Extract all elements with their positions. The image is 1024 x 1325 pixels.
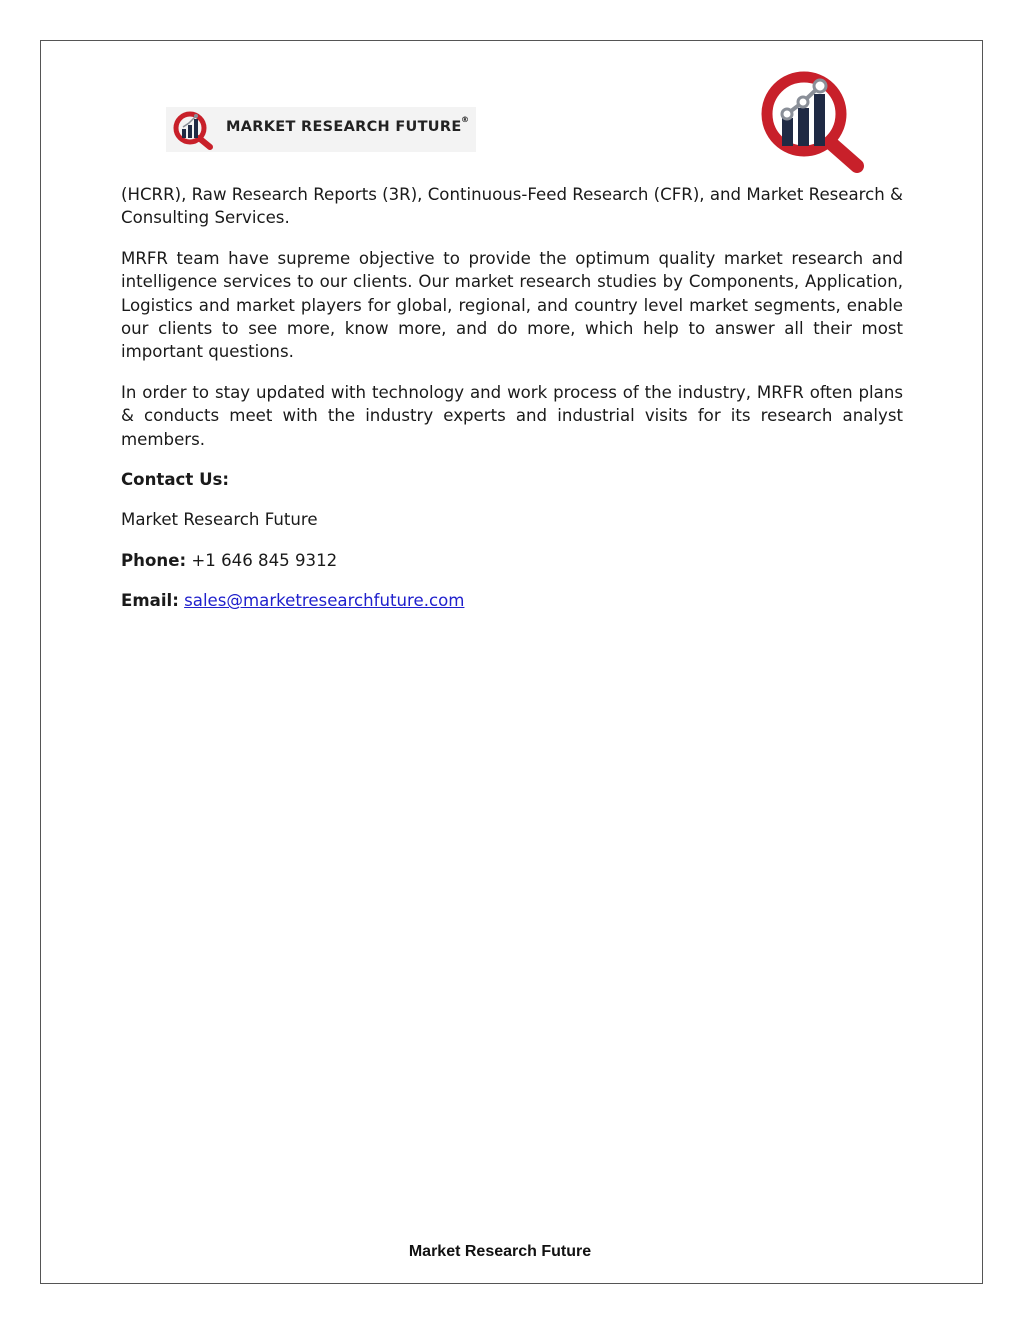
phone-line (121, 549, 903, 572)
market-research-future-logo-icon (166, 107, 222, 152)
logo-registered-mark: ® (461, 115, 469, 124)
market-research-future-emblem-icon (752, 66, 868, 176)
paragraph-industry-visits: In order to stay updated with technology and work process of the industry, MRFR often plans & conducts meet with the industry experts and industrial visits for its research analyst members. (121, 382, 903, 449)
paragraph-objective: MRFR team have supreme objective to provide the optimum quality market research and intelligence services to our clients. Our market research studies by Components, Application, Logistics and market players for global, regional, and country level market segments, enable our clients to see more, know more, and do more, which help to answer all their most important questions. (121, 248, 903, 362)
contact-heading: Contact Us: (121, 470, 230, 490)
logo-left-text: MARKET RESEARCH FUTURE (226, 119, 462, 135)
email-line (121, 589, 903, 612)
phone-label: Phone: (121, 550, 187, 570)
email-link[interactable]: sales@marketresearchfuture.com (184, 591, 465, 611)
document-body (121, 183, 903, 630)
company-name: Market Research Future (121, 510, 318, 530)
page-footer: Market Research Future (408, 1243, 592, 1260)
paragraph-services: (HCRR), Raw Research Reports (3R), Continuous-Feed Research (CFR), and Market Research & Consulting Services. (121, 185, 903, 228)
header-logo-left (166, 107, 476, 152)
header-logo-right (752, 66, 868, 176)
phone-value: +1 646 845 9312 (191, 550, 338, 570)
email-label: Email: (121, 591, 179, 611)
